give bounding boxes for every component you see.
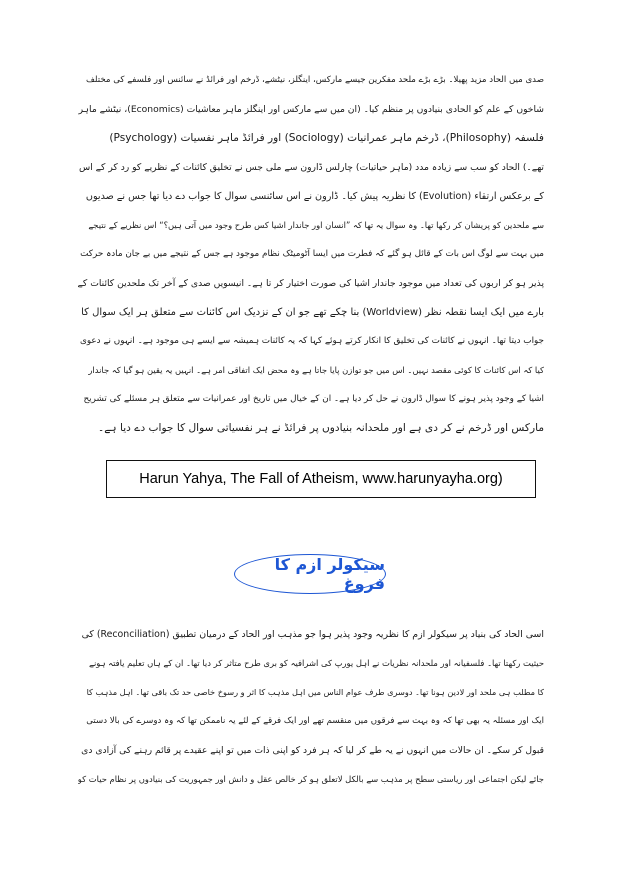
text-line: اسی الحاد کی بنیاد پر سیکولر ازم کا نظریہ وجود پذیر ہوا جو مذہب اور الحاد کے درمیان تطبیق (Reconciliation) کی — [81, 629, 544, 640]
text-line: کیا کہ اس کائنات کا کوئی مقصد نہیں۔ اس میں جو توازن پایا جاتا ہے وہ محض ایک اتفاقی امر ہے۔ انہیں یہ یقین ہو گیا کہ جاندار — [88, 365, 544, 375]
text-line: بارے میں ایک ایسا نقطہ نظر (Worldview) بنا چکے تھے جو ان کے نزدیک اس کائنات سے متعلق ہر ایک سوال کا — [81, 307, 544, 318]
text-line: فلسفہ (Philosophy)، ڈرخم ماہر عمرانیات (Sociology) اور فرائڈ ماہر نفسیات (Psychology) — [109, 132, 544, 144]
text-line: شاخوں کے علم کو الحادی بنیادوں پر منظم کیا۔ (ان میں سے مارکس اور اینگلز ماہر معاشیات (Economics)، نیٹشے ماہر — [78, 104, 544, 115]
text-line: تھے۔) الحاد کو سب سے زیادہ مدد (ماہر حیاتیات) چارلس ڈارون سے ملی جس نے تخلیق کائنات کے نظریے کو رد کر کے اس — [78, 162, 544, 173]
text-line: کا مطلب ہی ملحد اور لادین ہونا تھا۔ دوسری طرف عوام الناس میں اہل مذہب کا اثر و رسوخ خاصی حد تک باقی تھا۔ اہل مذہب کا — [86, 687, 544, 697]
paragraph-secularism — [78, 620, 544, 794]
text-line: ایک اور مسئلہ یہ بھی تھا کہ وہ بہت سے فرقوں میں منقسم تھے اور ایک فرقے کے لئے یہ ناممکن تھا کہ وہ دوسرے کی بالا دستی — [86, 716, 544, 726]
text-line: قبول کر سکے۔ ان حالات میں انہوں نے یہ طے کر لیا کہ ہر فرد کو اپنی ذات میں تو اپنے عقیدے پر قائم رہنے کی آزادی دی — [81, 745, 544, 756]
text-line: حیثیت رکھتا تھا۔ فلسفیانہ اور ملحدانہ نظریات نے اہل یورپ کی اشرافیہ کو بری طرح متاثر کر دیا تھا۔ ان کے ہاں تعلیم یافتہ ہونے — [89, 658, 544, 668]
text-line: مارکس اور ڈرخم نے کر دی ہے اور ملحدانہ بنیادوں پر فرائڈ نے ہر نفسیاتی سوال کا جواب دے دیا ہے۔ — [98, 422, 544, 434]
text-line: میں بہت سے لوگ اس بات کے قائل ہو گئے کہ فطرت میں ایسا آٹومیٹک نظام موجود ہے جس کے نتیجے میں بے جان مادہ حرکت — [80, 249, 544, 259]
text-line: جائے لیکن اجتماعی اور ریاستی سطح پر مذہب سے بالکل لاتعلق ہو کر خالص عقل و دانش اور جمہوریت کی بنیادوں پر نظام حیات کو — [78, 774, 544, 784]
text-line: پذیر ہو کر اربوں کی تعداد میں موجود جاندار اشیا کی صورت اختیار کر تا ہے۔ انیسویں صدی کے آخر تک ملحدین کائنات کے — [78, 278, 544, 289]
text-line: کے برعکس ارتقاء (Evolution) کا نظریہ پیش کیا۔ ڈارون نے اس سائنسی سوال کا جواب دے دیا تھا جس نے صدیوں — [85, 191, 544, 202]
text-line: جواب دیتا تھا۔ انہوں نے کائنات کی تخلیق کا انکار کرتے ہوئے کہا کہ یہ کائنات ہمیشہ سے ایسے ہی موجود ہے۔ انہوں نے دعوی — [79, 336, 544, 346]
text-line: صدی میں الحاد مزید پھیلا۔ بڑے بڑے ملحد مفکرین جیسے مارکس، اینگلز، نیٹشے، ڈرخم اور فرائڈ نے سائنس اور فلسفے کی مختلف — [86, 75, 544, 85]
paragraph-atheism-history — [78, 66, 544, 443]
text-line: اشیا کے وجود پذیر ہونے کا سوال ڈارون نے حل کر دیا ہے۔ ان کے خیال میں تاریخ اور عمرانیات سے متعلق ہر مسئلے کی تشریح — [83, 394, 544, 404]
text-line: سے ملحدین کو پریشان کر رکھا تھا۔ وہ سوال یہ تھا کہ ”انسان اور جاندار اشیا کس طرح وجود میں آتی ہیں؟“ اس نظریے کے نتیجے — [88, 220, 544, 230]
citation-box: Harun Yahya, The Fall of Atheism, www.harunyayha.org) — [106, 460, 536, 498]
section-heading: سیکولر ازم کا فروغ — [234, 554, 386, 594]
